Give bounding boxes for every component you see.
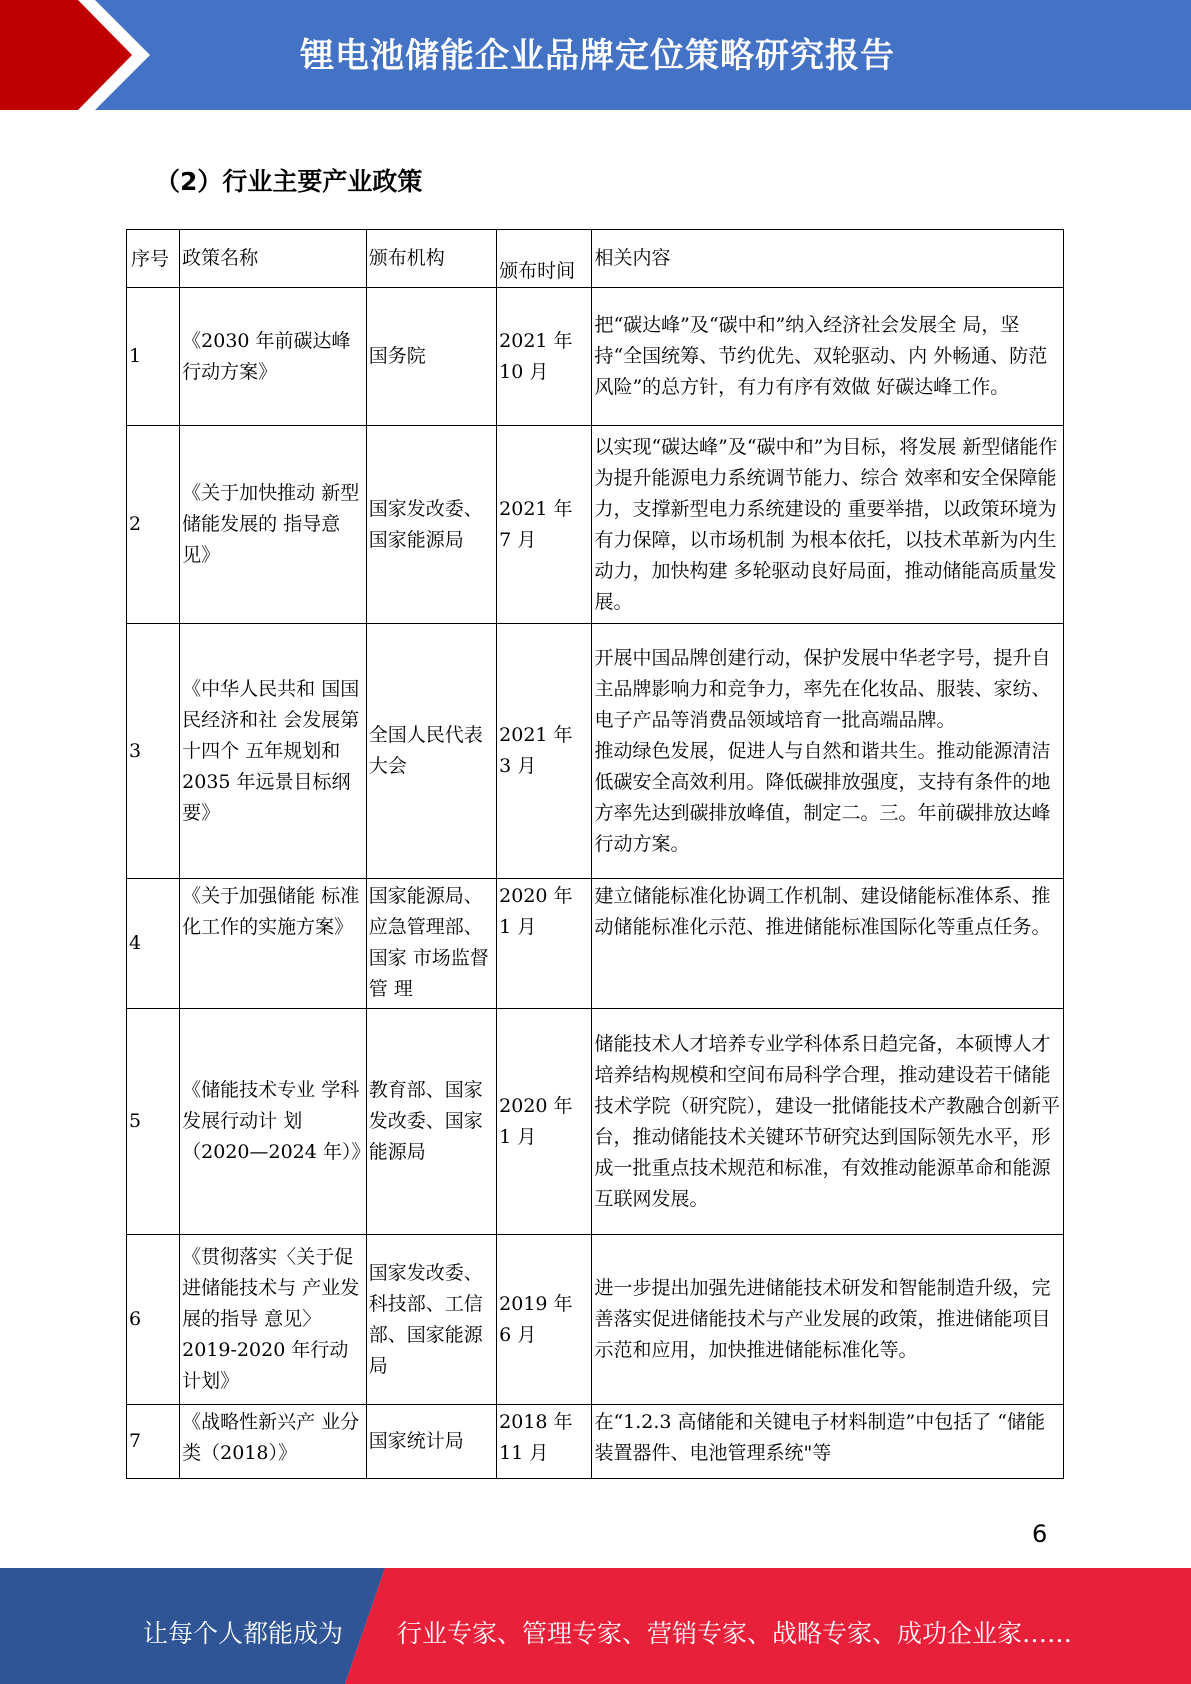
row-idx: 4	[127, 879, 180, 1009]
header-content: 相关内容	[592, 230, 1064, 288]
row-content-paragraph: 开展中国品牌创建行动，保护发展中华老字号，提升自主品牌影响力和竞争力，率先在化妆品、服装、家纺、电子产品等消费品领域培育一批高端品牌。	[594, 646, 1051, 731]
footer-slogan-right: 行业专家、管理专家、营销专家、战略专家、成功企业家……	[397, 1619, 1073, 1648]
table-header-row	[127, 230, 1064, 288]
table-row	[127, 288, 1064, 426]
row-date: 2021 年 7 月	[497, 426, 592, 624]
row-org: 教育部、国家发改委、国家能源局	[366, 1009, 496, 1235]
row-date: 2020 年 1 月	[497, 879, 592, 1009]
row-idx: 2	[127, 426, 180, 624]
row-name: 《中华人民共和 国国民经济和社 会发展第十四个 五年规划和 2035 年远景目标纲 要》	[180, 624, 367, 879]
row-content: 把“碳达峰”及“碳中和”纳入经济社会发展全 局，坚持“全国统筹、节约优先、双轮驱动、内 外畅通、防范风险”的总方针，有力有序有效做 好碳达峰工作。	[592, 288, 1064, 426]
table-row	[127, 1235, 1064, 1405]
table-row	[127, 624, 1064, 879]
row-content: 在“1.2.3 高储能和关键电子材料制造”中包括了 “储能装置器件、电池管理系统"等	[592, 1405, 1064, 1479]
header-arrow-decoration	[0, 0, 160, 110]
row-name: 《储能技术专业 学科发展行动计 划（2020—2024 年）》	[180, 1009, 367, 1235]
row-org: 全国人民代表大会	[366, 624, 496, 879]
row-content	[592, 624, 1064, 879]
row-name: 《关于加快推动 新型储能发展的 指导意见》	[180, 426, 367, 624]
page-number: 6	[1032, 1520, 1048, 1548]
row-idx: 6	[127, 1235, 180, 1405]
row-content: 以实现“碳达峰”及“碳中和”为目标，将发展 新型储能作为提升能源电力系统调节能力、综合 效率和安全保障能力，支撑新型电力系统建设的 重要举措，以政策环境为有力保障，以市场机制 为根本依托，以技术革新为内生动力，加快构建 多轮驱动良好局面，推动储能高质量发展。	[592, 426, 1064, 624]
row-idx: 7	[127, 1405, 180, 1479]
page-header	[0, 0, 1191, 110]
row-idx: 1	[127, 288, 180, 426]
section-title: （2）行业主要产业政策	[155, 167, 423, 196]
header-date: 颁布时间	[497, 230, 592, 288]
row-content: 进一步提出加强先进储能技术研发和智能制造升级，完善落实促进储能技术与产业发展的政策，推进储能项目示范和应用，加快推进储能标准化等。	[592, 1235, 1064, 1405]
row-date: 2021 年 10 月	[497, 288, 592, 426]
row-date: 2018 年 11 月	[497, 1405, 592, 1479]
header-org: 颁布机构	[366, 230, 496, 288]
row-name: 《贯彻落实〈关于促进储能技术与 产业发展的指导 意见〉2019-2020 年行动计划》	[180, 1235, 367, 1405]
header-idx: 序号	[127, 230, 180, 288]
policy-table	[126, 229, 1064, 1479]
row-idx: 5	[127, 1009, 180, 1235]
row-org: 国务院	[366, 288, 496, 426]
row-date: 2019 年 6 月	[497, 1235, 592, 1405]
row-content: 储能技术人才培养专业学科体系日趋完备，本硕博人才培养结构规模和空间布局科学合理，推动建设若干储能技术学院（研究院），建设一批储能技术产教融合创新平台，推动储能技术关键环节研究达到国际领先水平，形成一批重点技术规范和标准，有效推动能源革命和能源互联网发展。	[592, 1009, 1064, 1235]
row-name: 《关于加强储能 标准化工作的实施方案》	[180, 879, 367, 1009]
table-row	[127, 1009, 1064, 1235]
row-name: 《2030 年前碳达峰行动方案》	[180, 288, 367, 426]
footer-slogan-left: 让每个人都能成为	[143, 1619, 344, 1648]
row-content-paragraph: 推动绿色发展，促进人与自然和谐共生。推动能源清洁低碳安全高效利用。降低碳排放强度，支持有条件的地方率先达到碳排放峰值，制定二。三。年前碳排放达峰行动方案。	[594, 739, 1051, 855]
table-row	[127, 426, 1064, 624]
header-name: 政策名称	[180, 230, 367, 288]
report-title: 锂电池储能企业品牌定位策略研究报告	[300, 36, 895, 76]
row-org: 国家发改委、国家能源局	[366, 426, 496, 624]
row-org: 国家能源局、应急管理部、国家 市场监督管 理	[366, 879, 496, 1009]
row-name: 《战略性新兴产 业分类（2018）》	[180, 1405, 367, 1479]
row-content: 建立储能标准化协调工作机制、建设储能标准体系、推动储能标准化示范、推进储能标准国际化等重点任务。	[592, 879, 1064, 1009]
row-org: 国家统计局	[366, 1405, 496, 1479]
row-idx: 3	[127, 624, 180, 879]
row-date: 2021 年 3 月	[497, 624, 592, 879]
row-date: 2020 年 1 月	[497, 1009, 592, 1235]
row-org: 国家发改委、科技部、工信部、国家能源局	[366, 1235, 496, 1405]
table-row	[127, 879, 1064, 1009]
table-row	[127, 1405, 1064, 1479]
